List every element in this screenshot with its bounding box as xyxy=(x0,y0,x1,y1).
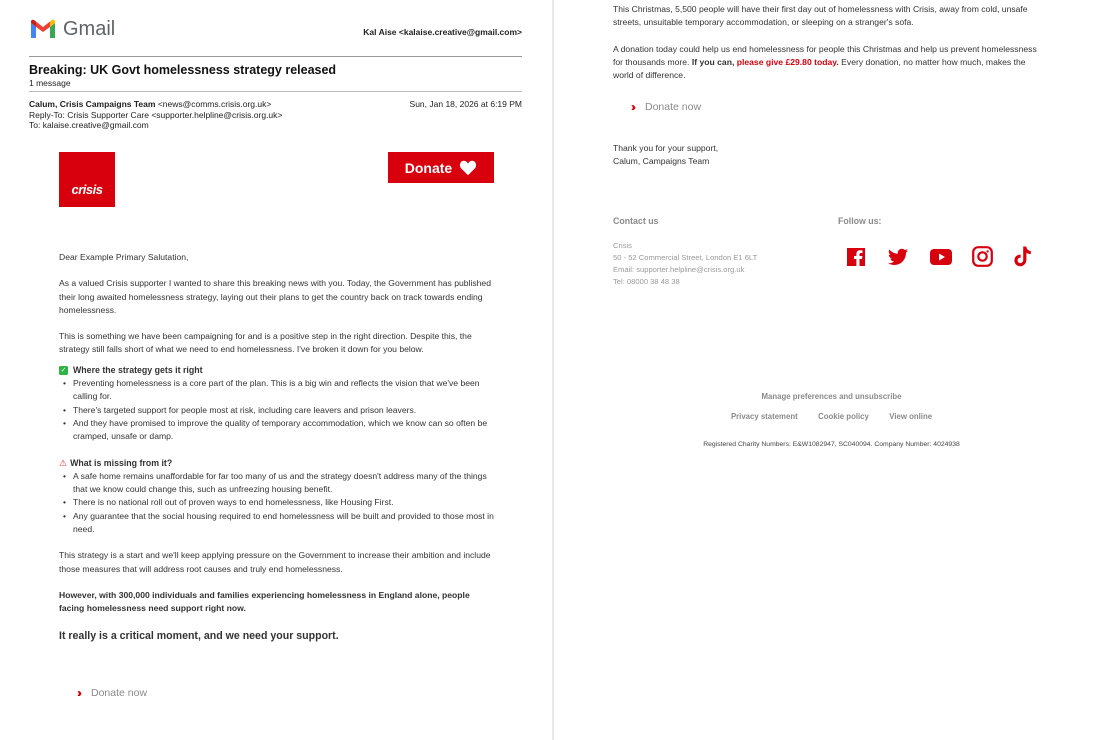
donate-button[interactable] xyxy=(388,152,494,183)
contact-tel[interactable]: Tel: 08000 38 48 38 xyxy=(613,277,680,286)
email-body-left xyxy=(59,251,495,643)
chevron-right-icon: ›› xyxy=(631,100,633,114)
recipient: To: kalaise.creative@gmail.com xyxy=(29,120,149,130)
list-item: • And they have promised to improve the quality of temporary accommodation, which we know can so often be cramped, unsafe or damp. xyxy=(73,417,495,444)
sender-name: Calum, Crisis Campaigns Team xyxy=(29,99,156,109)
manage-preferences-link[interactable]: Manage preferences and unsubscribe xyxy=(761,392,902,401)
signoff-block xyxy=(613,142,718,169)
email-page-left xyxy=(0,0,552,740)
missing-section-heading xyxy=(59,457,495,470)
social-icons xyxy=(846,246,1032,267)
list-item: • There's targeted support for people most at risk, including care leavers and prison leavers. xyxy=(73,404,495,417)
twitter-icon[interactable] xyxy=(888,248,908,266)
facebook-icon[interactable] xyxy=(846,247,866,267)
contact-email[interactable]: Email: supporter.helpline@crisis.org.uk xyxy=(613,265,745,274)
contact-address: 50 - 52 Commercial Street, London E1 6LT xyxy=(613,253,758,262)
crisis-logo-text: crisis xyxy=(71,182,103,197)
right-heading-text: Where the strategy gets it right xyxy=(73,364,203,375)
contact-org: Crisis xyxy=(613,241,632,250)
email-page-right xyxy=(554,0,1109,740)
list-item: • Preventing homelessness is a core part of the plan. This is a big win and reflects the vision that we've been calling for. xyxy=(73,377,495,404)
body-paragraph-4: However, with 300,000 individuals and families experiencing homelessness in England alone, people facing homelessness need support right now. xyxy=(59,589,470,614)
sender-email: <news@comms.crisis.org.uk> xyxy=(157,99,272,109)
check-icon: ✓ xyxy=(60,366,67,374)
sender-line xyxy=(29,99,271,109)
donate-now-label: Donate now xyxy=(645,101,702,113)
warning-icon: ⚠ xyxy=(59,457,68,468)
appeal-bold: If you can, xyxy=(691,56,737,67)
thanks-text: Thank you for your support, xyxy=(613,143,719,153)
list-item: • There is no national roll out of proven ways to end homelessness, like Housing First. xyxy=(73,496,495,509)
appeal-amount: please give £29.80 today. xyxy=(736,56,839,67)
manage-preferences-row xyxy=(554,386,1109,404)
salutation: Dear Example Primary Salutation, xyxy=(59,252,189,262)
email-subject: Breaking: UK Govt homelessness strategy released xyxy=(29,63,337,77)
missing-items-list xyxy=(59,470,495,536)
right-items-list xyxy=(59,377,495,443)
body-paragraph-5: It really is a critical moment, and we need your support. xyxy=(59,629,339,642)
registration-numbers: Registered Charity Numbers: E&W1082947, SC040094. Company Number: 4024938 xyxy=(703,441,960,448)
body-paragraph-2: This is something we have been campaigning for and is a positive step in the right direction. Despite this, the strategy still falls short of what we need to end homelessness. I've broken it down for you below. xyxy=(59,331,472,355)
youtube-icon[interactable] xyxy=(930,249,952,265)
gmail-m-icon xyxy=(29,18,57,40)
footer-links-row xyxy=(554,406,1109,424)
right-paragraph-2 xyxy=(613,43,1038,83)
list-item: • Any guarantee that the social housing required to end homelessness will be built and provided to those most in need. xyxy=(73,510,495,537)
view-online-link[interactable]: View online xyxy=(889,412,933,421)
follow-heading: Follow us: xyxy=(838,216,882,226)
reply-to: Reply-To: Crisis Supporter Care <supporter.helpline@crisis.org.uk> xyxy=(29,110,283,120)
tiktok-icon[interactable] xyxy=(1014,246,1032,267)
appeal-text-b: Every donation, no matter how much, makes the world of difference. xyxy=(613,56,1026,81)
body-paragraph-1: As a valued Crisis supporter I wanted to share this breaking news with you. Today, the Government has published their long awaited homelessness strategy, laying out their plans to get the country back on track towards ending homelessness. xyxy=(59,278,491,315)
cookie-policy-link[interactable]: Cookie policy xyxy=(818,412,869,421)
donate-now-link-left[interactable] xyxy=(77,686,147,700)
list-item: • A safe home remains unaffordable for far too many of us and the strategy doesn't address many of the things that we know could change this, such as unfreezing housing benefit. xyxy=(73,470,495,497)
appeal-text-a: A donation today could help us end homelessness for people this Christmas and help us prevent homelessness for thousands more. xyxy=(613,43,1037,67)
email-body-right xyxy=(613,3,1038,82)
right-paragraph-1: This Christmas, 5,500 people will have their first day out of homelessness with Crisis, away from cold, unsafe streets, unsuitable temporary accommodation, or sleeping on a stranger's sofa. xyxy=(613,4,1028,28)
contact-heading: Contact us xyxy=(613,216,659,226)
donate-now-link-right[interactable] xyxy=(631,100,701,114)
privacy-statement-link[interactable]: Privacy statement xyxy=(730,412,798,421)
instagram-icon[interactable] xyxy=(972,246,993,267)
gmail-logo xyxy=(29,18,57,45)
header-divider xyxy=(29,56,522,57)
donate-button-label: Donate xyxy=(404,159,453,176)
chevron-right-icon: ›› xyxy=(77,686,79,700)
gmail-logo-text: Gmail xyxy=(63,18,116,40)
subject-divider xyxy=(29,91,522,92)
account-label: Kal Aise <kalaise.creative@gmail.com> xyxy=(363,27,522,37)
right-section-heading xyxy=(59,364,495,377)
message-count: 1 message xyxy=(29,78,71,88)
heart-icon xyxy=(459,160,477,176)
body-paragraph-3: This strategy is a start and we'll keep applying pressure on the Government to increase their ambition and include those measures that will address root causes and truly end homelessness. xyxy=(59,550,491,574)
signoff-name: Calum, Campaigns Team xyxy=(613,156,710,167)
contact-details xyxy=(613,240,757,288)
email-date: Sun, Jan 18, 2026 at 6:19 PM xyxy=(409,99,522,109)
crisis-logo[interactable] xyxy=(59,152,115,207)
missing-heading-text: What is missing from it? xyxy=(70,457,173,468)
donate-now-label: Donate now xyxy=(91,687,148,699)
